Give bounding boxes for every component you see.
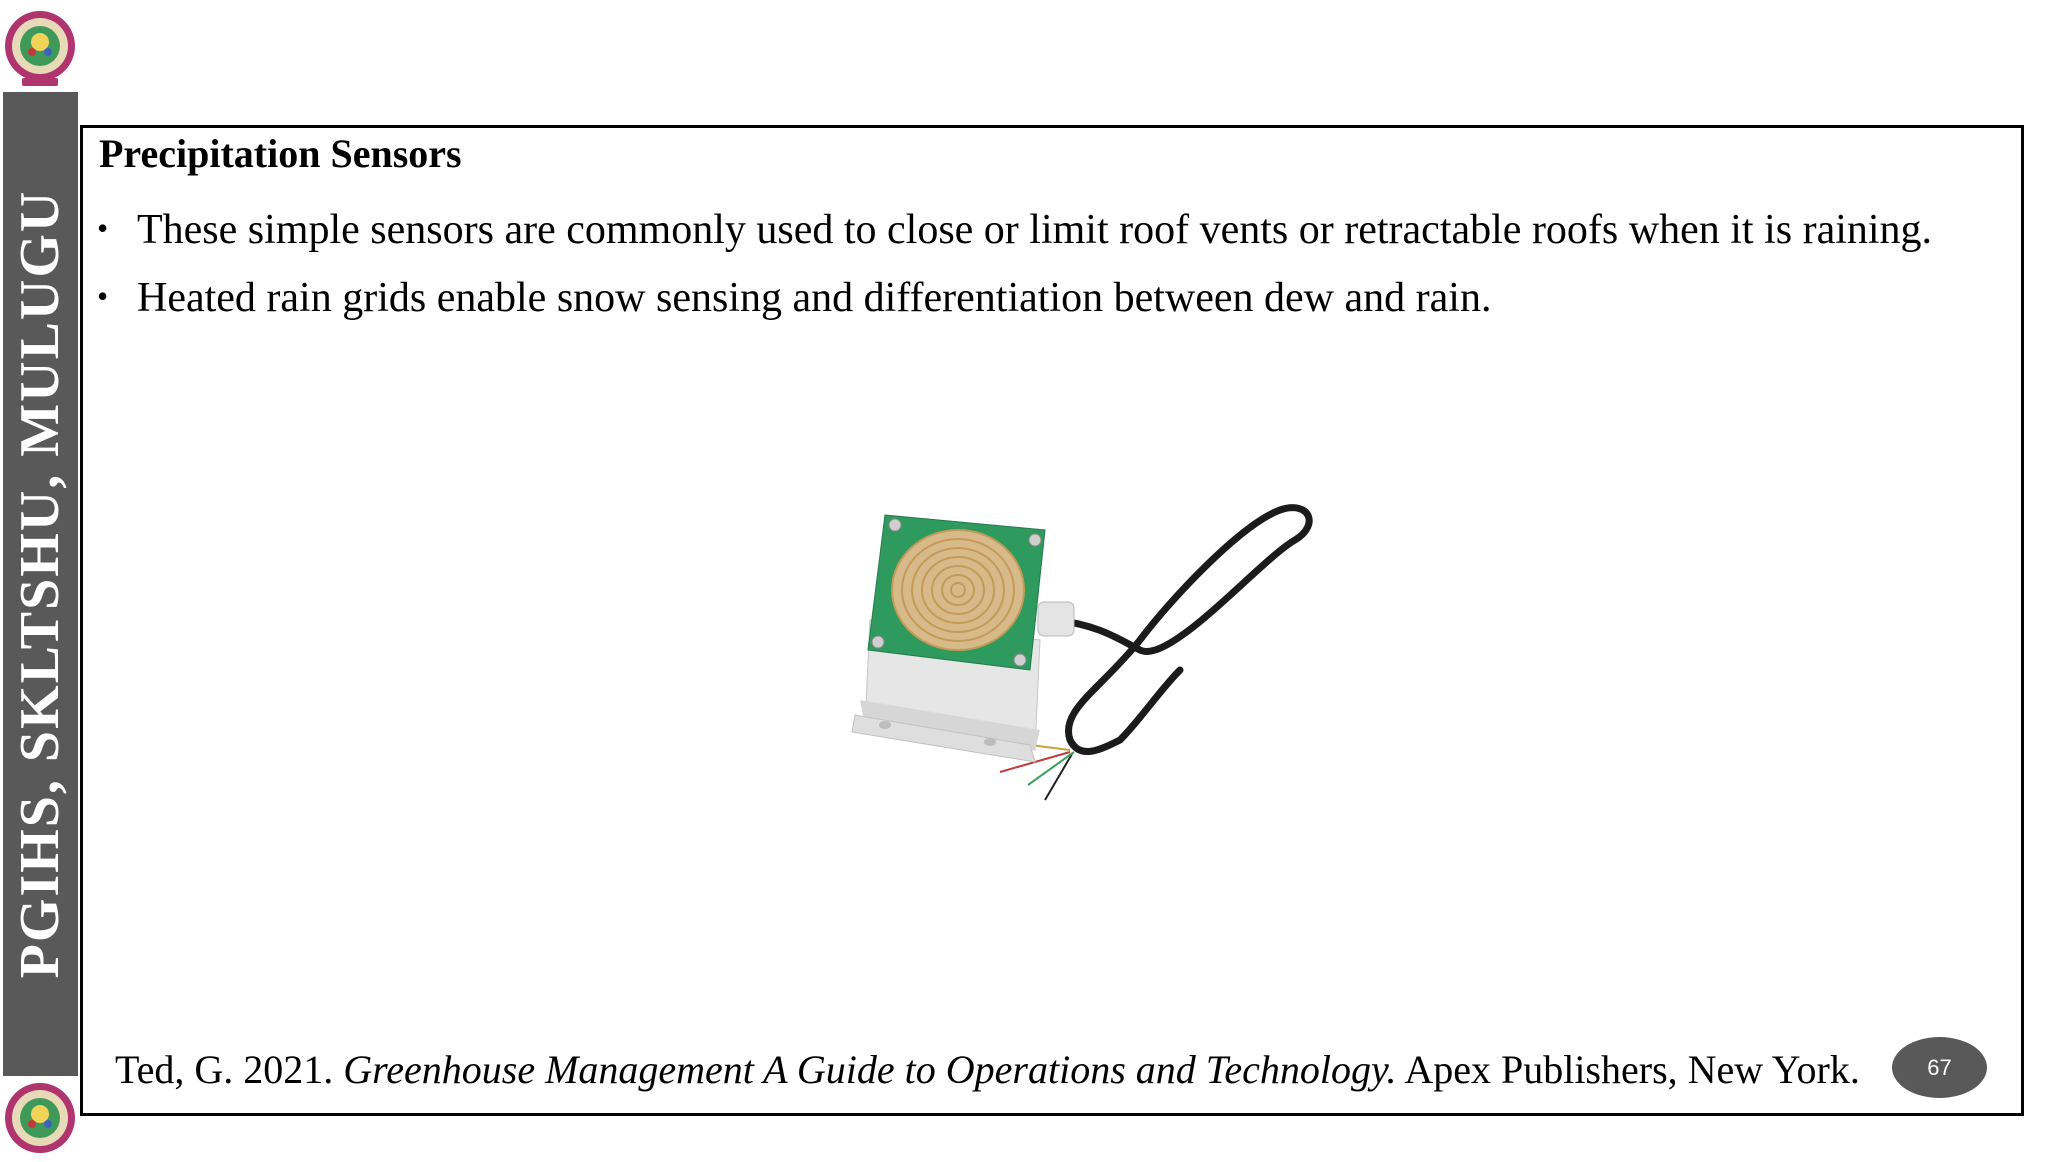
bullet-icon: • [97,278,109,314]
rain-sensor-image [840,500,1320,840]
citation-author: Ted, G. 2021. [115,1047,334,1092]
university-logo-icon [2,2,78,90]
citation-book-title: Greenhouse Management A Guide to Operations and Technology. [343,1047,1397,1092]
university-logo-icon [2,1074,78,1162]
side-banner [0,0,79,1152]
citation-publisher: Apex Publishers, New York. [1404,1047,1860,1092]
list-item [97,196,1932,264]
bullet-icon: • [97,210,109,246]
bullet-list [97,196,1932,332]
page-number-badge: 67 [1892,1037,1987,1098]
side-banner-text: PGIHS, SKLTSHU, MULUGU [9,189,71,979]
bullet-text: These simple sensors are commonly used to close or limit roof vents or retractable roofs when it is raining. [137,207,1933,253]
slide-title: Precipitation Sensors [99,131,462,176]
bullet-text: Heated rain grids enable snow sensing and differentiation between dew and rain. [137,275,1492,321]
citation [115,1046,1860,1093]
list-item [97,264,1932,332]
